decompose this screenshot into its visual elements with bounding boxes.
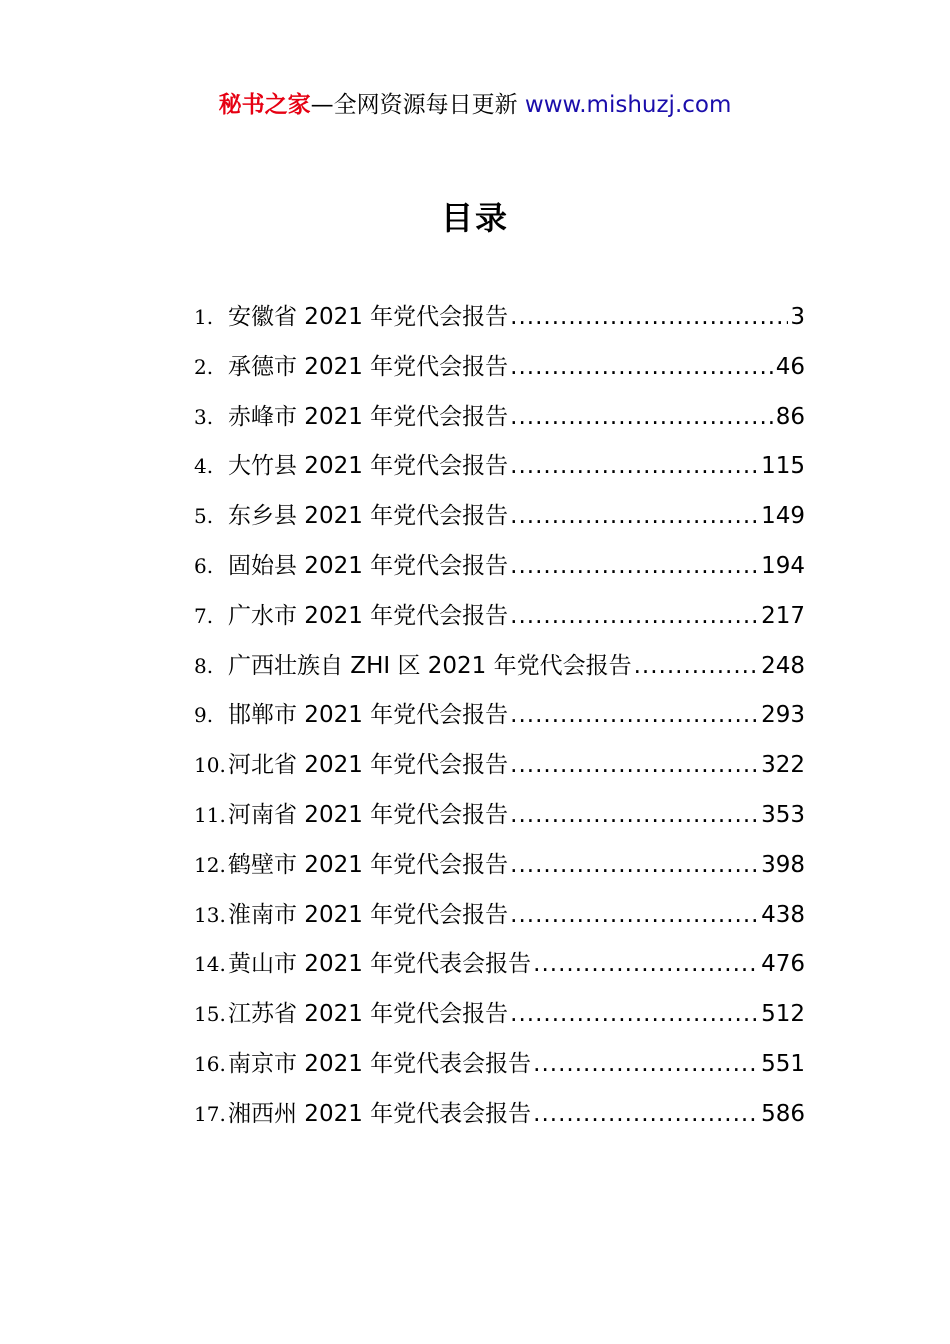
toc-entry-number: 13.: [194, 902, 226, 927]
toc-entry-title: 广水市 2021 年党代会报告: [228, 602, 509, 629]
toc-entry-number: 12.: [194, 852, 226, 877]
toc-dot-leader: [510, 496, 759, 536]
toc-entry-page-number: 438: [761, 901, 805, 928]
toc-dot-leader: [510, 397, 774, 437]
toc-entry-number: 17.: [194, 1101, 226, 1126]
toc-entry-number: 3.: [194, 404, 214, 429]
toc-entry[interactable]: [194, 347, 805, 397]
toc-dot-leader: [510, 895, 759, 935]
toc-entry[interactable]: [194, 994, 805, 1044]
toc-entry[interactable]: [194, 695, 805, 745]
toc-dot-leader: [634, 646, 759, 686]
site-url-link[interactable]: www.mishuzj.com: [524, 92, 732, 118]
toc-entry-page-number: 194: [761, 552, 805, 579]
toc-dot-leader: [510, 845, 759, 885]
toc-entry-number: 4.: [194, 454, 214, 479]
toc-entry-title: 南京市 2021 年党代表会报告: [228, 1050, 532, 1077]
toc-entry-title: 河南省 2021 年党代会报告: [228, 801, 509, 828]
toc-entry-number: 10.: [194, 753, 226, 778]
toc-dot-leader: [510, 745, 759, 785]
toc-entry-title: 广西壮族自 ZHI 区 2021 年党代会报告: [228, 652, 632, 679]
table-of-contents: [194, 297, 805, 1144]
toc-entry-title: 东乡县 2021 年党代会报告: [228, 503, 509, 530]
toc-dot-leader: [533, 1094, 759, 1134]
toc-entry[interactable]: [194, 1044, 805, 1094]
toc-entry[interactable]: [194, 845, 805, 895]
toc-entry-title: 赤峰市 2021 年党代会报告: [228, 403, 509, 430]
toc-entry[interactable]: [194, 745, 805, 795]
toc-entry-number: 1.: [194, 305, 214, 329]
header-slogan: —全网资源每日更新: [310, 92, 518, 118]
toc-entry-title: 鹤壁市 2021 年党代会报告: [228, 851, 509, 878]
toc-dot-leader: [510, 596, 759, 636]
toc-entry-number: 11.: [194, 802, 226, 827]
toc-entry-page-number: 322: [761, 752, 805, 779]
toc-entry[interactable]: [194, 646, 805, 696]
toc-entry-title: 江苏省 2021 年党代会报告: [228, 1001, 509, 1028]
toc-entry-title: 湘西州 2021 年党代表会报告: [228, 1100, 532, 1127]
toc-entry-title: 黄山市 2021 年党代表会报告: [228, 951, 532, 978]
toc-entry-title: 固始县 2021 年党代会报告: [228, 552, 509, 579]
toc-dot-leader: [533, 1044, 759, 1084]
toc-entry-page-number: 353: [761, 801, 805, 828]
toc-entry-page-number: 248: [761, 652, 805, 679]
toc-dot-leader: [510, 297, 788, 337]
toc-entry-number: 14.: [194, 952, 226, 977]
toc-entry-number: 5.: [194, 504, 214, 529]
toc-entry-title: 邯郸市 2021 年党代会报告: [228, 702, 509, 729]
toc-entry[interactable]: [194, 546, 805, 596]
toc-entry-number: 16.: [194, 1051, 226, 1076]
page-title: 目录: [440, 199, 509, 237]
toc-entry[interactable]: [194, 596, 805, 646]
toc-entry[interactable]: [194, 1094, 805, 1144]
toc-entry[interactable]: [194, 297, 805, 347]
toc-entry-page-number: 293: [761, 702, 805, 729]
toc-dot-leader: [510, 695, 759, 735]
toc-entry[interactable]: [194, 446, 805, 496]
toc-entry-page-number: 46: [775, 353, 805, 380]
toc-entry-title: 淮南市 2021 年党代会报告: [228, 901, 509, 928]
toc-entry-page-number: 551: [761, 1050, 805, 1077]
toc-entry-page-number: 86: [775, 403, 805, 430]
brand-name: 秘书之家: [218, 92, 311, 118]
toc-dot-leader: [510, 347, 774, 387]
toc-entry-number: 6.: [194, 553, 214, 578]
toc-entry-page-number: 217: [761, 602, 805, 629]
toc-entry-number: 2.: [194, 354, 214, 379]
toc-entry-page-number: 149: [761, 503, 805, 530]
toc-dot-leader: [510, 446, 759, 486]
toc-entry-number: 15.: [194, 1002, 226, 1027]
toc-dot-leader: [510, 546, 759, 586]
toc-entry[interactable]: [194, 895, 805, 945]
toc-entry-page-number: 398: [761, 851, 805, 878]
toc-entry-page-number: 476: [761, 951, 805, 978]
toc-entry[interactable]: [194, 795, 805, 845]
page-header: [0, 88, 950, 122]
toc-entry-page-number: 115: [761, 453, 805, 480]
toc-entry-title: 安徽省 2021 年党代会报告: [228, 304, 509, 330]
toc-dot-leader: [533, 944, 759, 984]
toc-entry-page-number: 512: [761, 1001, 805, 1028]
toc-entry[interactable]: [194, 944, 805, 994]
toc-entry-title: 河北省 2021 年党代会报告: [228, 752, 509, 779]
toc-entry-page-number: 586: [761, 1100, 805, 1127]
toc-entry-number: 8.: [194, 653, 214, 678]
toc-entry-number: 9.: [194, 703, 214, 728]
toc-entry[interactable]: [194, 496, 805, 546]
toc-entry-title: 大竹县 2021 年党代会报告: [228, 453, 509, 480]
toc-dot-leader: [510, 994, 759, 1034]
toc-entry[interactable]: [194, 397, 805, 447]
toc-entry-number: 7.: [194, 603, 214, 628]
toc-entry-page-number: 3: [790, 304, 805, 330]
toc-dot-leader: [510, 795, 759, 835]
toc-entry-title: 承德市 2021 年党代会报告: [228, 353, 509, 380]
